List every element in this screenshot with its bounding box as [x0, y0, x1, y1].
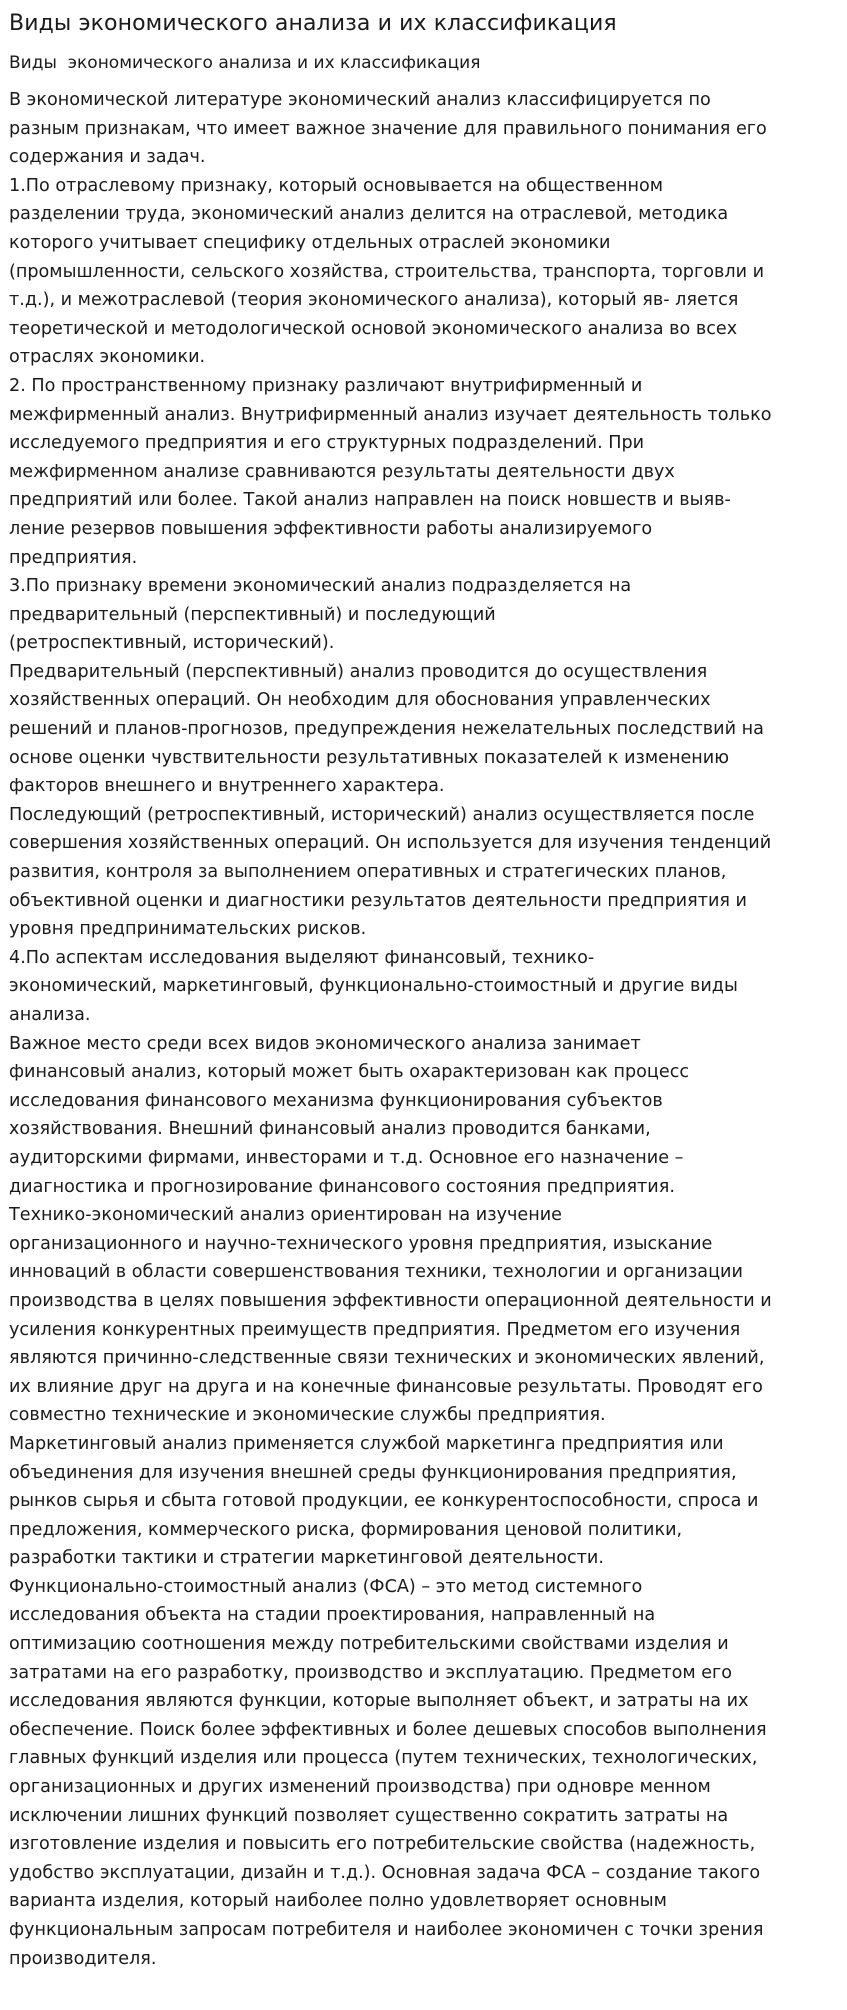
subtitle: Виды экономического анализа и их классификация	[9, 53, 481, 73]
paragraph-financial-analysis: Важное место среди всех видов экономического анализа занимает финансовый анализ, который может быть охарактеризован как процесс исследования финансового механизма функционирования субъектов хозяйствования. Внешний финансовый анализ проводится банками, аудиторскими фирмами, инвесторами и т.д. Основное его назначение – диагностика и прогнозирование финансового состояния предприятия.	[9, 1033, 690, 1197]
page-title: Виды экономического анализа и их классификация	[9, 11, 617, 36]
paragraph-spatial-criterion: 2. По пространственному признаку различают внутрифирменный и межфирменный анализ. Внутрифирменный анализ изучает деятельность только исследуемого предприятия и его структурных подразделений. При межфирменном анализе сравниваются результаты деятельности двух предприятий или более. Такой анализ направлен на поиск новшеств и выяв- ление резервов повышения эффективности работы анализируемого предприятия.	[9, 375, 772, 568]
article-body	[9, 86, 839, 1973]
paragraph-preliminary-analysis: Предварительный (перспективный) анализ проводится до осуществления хозяйственных операций. Он необходим для обоснования управленческих решений и планов-прогнозов, предупреждения нежелательных последствий на основе оценки чувствительности результативных показателей к изменению факторов внешнего и внутреннего характера.	[9, 661, 764, 797]
paragraph-intro: В экономической литературе экономический анализ классифицируется по разным признакам, что имеет важное значение для правильного понимания его содержания и задач.	[9, 90, 767, 168]
paragraph-research-aspects: 4.По аспектам исследования выделяют финансовый, технико- экономический, маркетинговый, функционально-стоимостный и другие виды анализа.	[9, 947, 738, 1025]
paragraph-retrospective-analysis: Последующий (ретроспективный, исторический) анализ осуществляется после совершения хозяйственных операций. Он используется для изучения тенденций развития, контроля за выполнением оперативных и стратегических планов, объективной оценки и диагностики результатов деятельности предприятия и уровня предпринимательских рисков.	[9, 804, 772, 940]
paragraph-sector-criterion: 1.По отраслевому признаку, который основывается на общественном разделении труда, экономический анализ делится на отраслевой, методика которого учитывает специфику отдельных отраслей экономики (промышленности, сельского хозяйства, строительства, транспорта, торговли и т.д.), и межотраслевой (теория экономического анализа), который яв- ляется теоретической и методологической основой экономического анализа во всех отраслях экономики.	[9, 175, 765, 368]
paragraph-marketing-analysis: Маркетинговый анализ применяется службой маркетинга предприятия или объединения для изучения внешней среды функционирования предприятия, рынков сырья и сбыта готовой продукции, ее конкурентоспособности, спроса и предложения, коммерческого риска, формирования ценовой политики, разработки тактики и стратегии маркетинговой деятельности.	[9, 1433, 759, 1569]
paragraph-time-criterion: 3.По признаку времени экономический анализ подразделяется на предварительный (перспективный) и последующий (ретроспективный, исторический).	[9, 576, 632, 654]
paragraph-functional-cost-analysis: Функционально-стоимостный анализ (ФСА) – это метод системного исследования объекта на стадии проектирования, направленный на оптимизацию соотношения между потребительскими свойствами изделия и затратами на его разработку, производство и эксплуатацию. Предметом его исследования являются функции, которые выполняет объект, и затраты на их обеспечение. Поиск более эффективных и более дешевых способов выполнения главных функций изделия или процесса (путем технических, технологических, организационных и других изменений производства) при одновре менном исключении лишних функций позволяет существенно сократить затраты на изготовление изделия и повысить его потребительские свойства (надежность, удобство эксплуатации, дизайн и т.д.). Основная задача ФСА – создание такого варианта изделия, который наиболее полно удовлетворяет основным функциональным запросам потребителя и наиболее экономичен с точки зрения производителя.	[9, 1576, 767, 1969]
paragraph-technical-economic-analysis: Технико-экономический анализ ориентирован на изучение организационного и научно-технического уровня предприятия, изыскание инноваций в области совершенствования техники, технологии и организации производства в целях повышения эффективности операционной деятельности и усиления конкурентных преимуществ предприятия. Предметом его изучения являются причинно-следственные связи технических и экономических явлений, их влияние друг на друга и на конечные финансовые результаты. Проводят его совместно технические и экономические службы предприятия.	[9, 1205, 772, 1426]
